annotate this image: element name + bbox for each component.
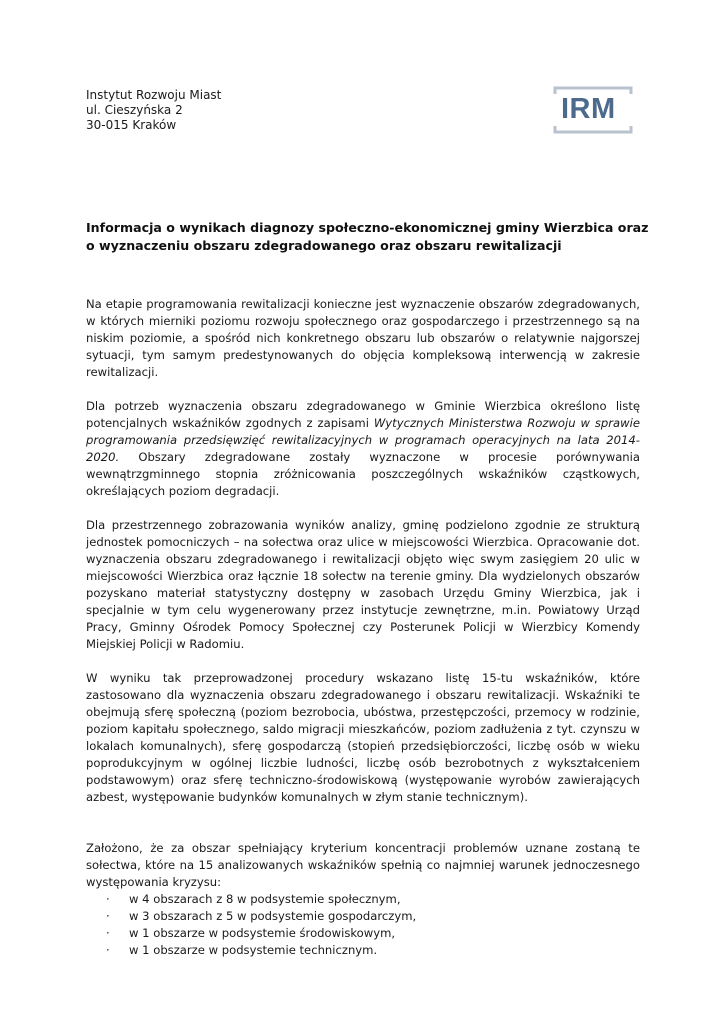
paragraph-indicators-text-b: Obszary zdegradowane zostały wyznaczone w procesie porównywania wewnątrzgminnego stopnia zróżnicowania poszczególnych wskaźników cząstkowych, określających poziom degradacji.: [86, 450, 640, 498]
paragraph-spatial: Dla przestrzennego zobrazowania wyników analizy, gminę podzielono zgodnie ze strukturą jednostek pomocniczych – na sołectwa oraz ulice w miejscowości Wierzbica. Opracowanie dot. wyznaczenia obszaru zdegradowanego i rewitalizacji objęto więc swym zasięgiem 20 ulic w miejscowości Wierzbica oraz łącznie 18 sołectw na terenie gminy. Dla wydzielonych obszarów pozyskano materiał statystyczny dostępny w zasobach Urzędu Gminy Wierzbica, jak i specjalnie w tym celu wygenerowany przez instytucje zewnętrzne, m.in. Powiatowy Urząd Pracy, Gminny Ośrodek Pomocy Społecznej czy Posterunek Policji w Wierzbicy Komendy Miejskiej Policji w Radomiu.: [86, 518, 640, 651]
list-item-text: w 1 obszarze w podsystemie technicznym.: [129, 943, 378, 957]
bullet-marker: ·: [106, 909, 110, 923]
bullet-marker: ·: [106, 943, 110, 957]
sender-street: ul. Cieszyńska 2: [86, 103, 183, 117]
list-item: [86, 908, 640, 925]
paragraph-indicators: [86, 398, 640, 500]
paragraph-results: W wyniku tak przeprowadzonej procedury wskazano listę 15-tu wskaźników, które zastosowano dla wyznaczenia obszaru zdegradowanego i obszaru rewitalizacji. Wskaźniki te obejmują sferę społeczną (poziom bezrobocia, ubóstwa, przestępczości, przemocy w rodzinie, poziom kapitału społecznego, saldo migracji mieszkańców, poziom zadłużenia z tyt. czynszu w lokalach komunalnych), sferę gospodarczą (stopień przedsiębiorczości, liczbę osób w wieku poprodukcyjnym w ogólnej liczbie ludności, liczbę osób bezrobotnych z wykształceniem podstawowym) oraz sferę techniczno-środowiskową (występowanie wyrobów zawierających azbest, występowanie budynków komunalnych w złym stanie technicznym).: [86, 671, 640, 804]
bullet-marker: ·: [106, 892, 110, 906]
list-item: [86, 925, 640, 942]
list-item: [86, 891, 640, 908]
irm-logo: [553, 84, 633, 136]
guidelines-reference: Wytycznych Ministerstwa Rozwoju w sprawie programowania przedsięwzięć rewitalizacyjnych w programach operacyjnych na lata 2014-2020.: [86, 416, 640, 464]
document-title: [86, 219, 649, 255]
sender-name: Instytut Rozwoju Miast: [86, 88, 222, 102]
paragraph-intro: Na etapie programowania rewitalizacji konieczne jest wyznaczenie obszarów zdegradowanych, w których mierniki poziomu rozwoju społecznego oraz gospodarczego i przestrzennego są na niskim poziomie, a spośród nich konkretnego obszaru lub obszarów o relatywnie najgorszej sytuacji, tym samym predestynowanych do objęcia kompleksową interwencją w zakresie rewitalizacji.: [86, 297, 640, 379]
list-item-text: w 3 obszarach z 5 w podsystemie gospodarczym,: [129, 909, 417, 923]
list-item: [86, 942, 640, 959]
document-body: [86, 296, 640, 959]
title-line-2: o wyznaczeniu obszaru zdegradowanego oraz obszaru rewitalizacji: [86, 238, 562, 253]
bullet-marker: ·: [106, 926, 110, 940]
irm-logo-text: IRM: [561, 93, 616, 125]
paragraph-indicators-text-a: Dla potrzeb wyznaczenia obszaru zdegradowanego w Gminie Wierzbica określono listę potencjalnych wskaźników zgodnych z zapisami: [86, 399, 640, 430]
title-line-1: Informacja o wynikach diagnozy społeczno-ekonomicznej gminy Wierzbica oraz: [86, 220, 649, 235]
list-item-text: w 1 obszarze w podsystemie środowiskowym,: [129, 926, 396, 940]
list-item-text: w 4 obszarach z 8 w podsystemie społecznym,: [129, 892, 401, 906]
sender-address: [86, 88, 221, 133]
criteria-list: [86, 891, 640, 959]
paragraph-criteria: Założono, że za obszar spełniający kryterium koncentracji problemów uznane zostaną te sołectwa, które na 15 analizowanych wskaźników spełnią co najmniej warunek jednoczesnego występowania kryzysu:: [86, 841, 640, 889]
sender-city: 30-015 Kraków: [86, 118, 177, 132]
